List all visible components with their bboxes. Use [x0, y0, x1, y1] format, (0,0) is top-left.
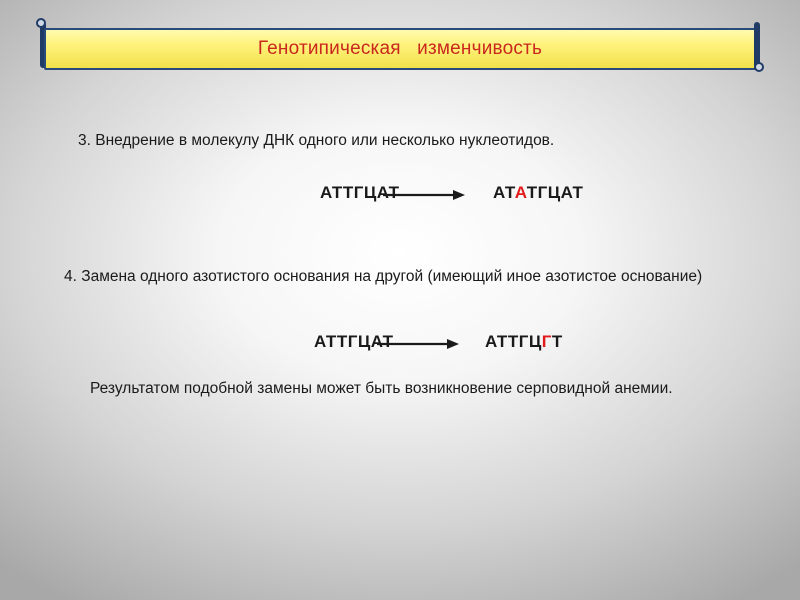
scroll-right-cap	[754, 22, 760, 68]
title-band	[44, 28, 756, 70]
sequence-4-mutated	[485, 332, 563, 352]
point-3-text: 3. Внедрение в молекулу ДНК одного или несколько нуклеотидов.	[78, 132, 555, 149]
conclusion-text: Результатом подобной замены может быть возникновение серповидной анемии.	[90, 380, 673, 397]
sequence-3-inserted-base: А	[514, 183, 527, 202]
sequence-3-suffix: ТГЦАТ	[526, 183, 584, 202]
sequence-4-original: АТТГЦАТ	[314, 332, 394, 351]
arrow-3-icon	[383, 188, 465, 202]
title-banner	[40, 28, 760, 68]
sequence-3-prefix: АТ	[493, 183, 515, 202]
sequence-3-mutated	[493, 183, 583, 203]
slide-title: Генотипическая изменчивость	[257, 38, 543, 59]
sequence-4-prefix: АТТГЦ	[485, 332, 542, 351]
sequence-3-original: АТТГЦАТ	[320, 183, 400, 202]
arrow-4-icon	[377, 337, 459, 351]
point-4-text: 4. Замена одного азотистого основания на другой (имеющий иное азотистое основание)	[64, 268, 703, 285]
sequence-4-suffix: Т	[551, 332, 563, 351]
sequence-4-substituted-base: Г	[541, 332, 552, 351]
